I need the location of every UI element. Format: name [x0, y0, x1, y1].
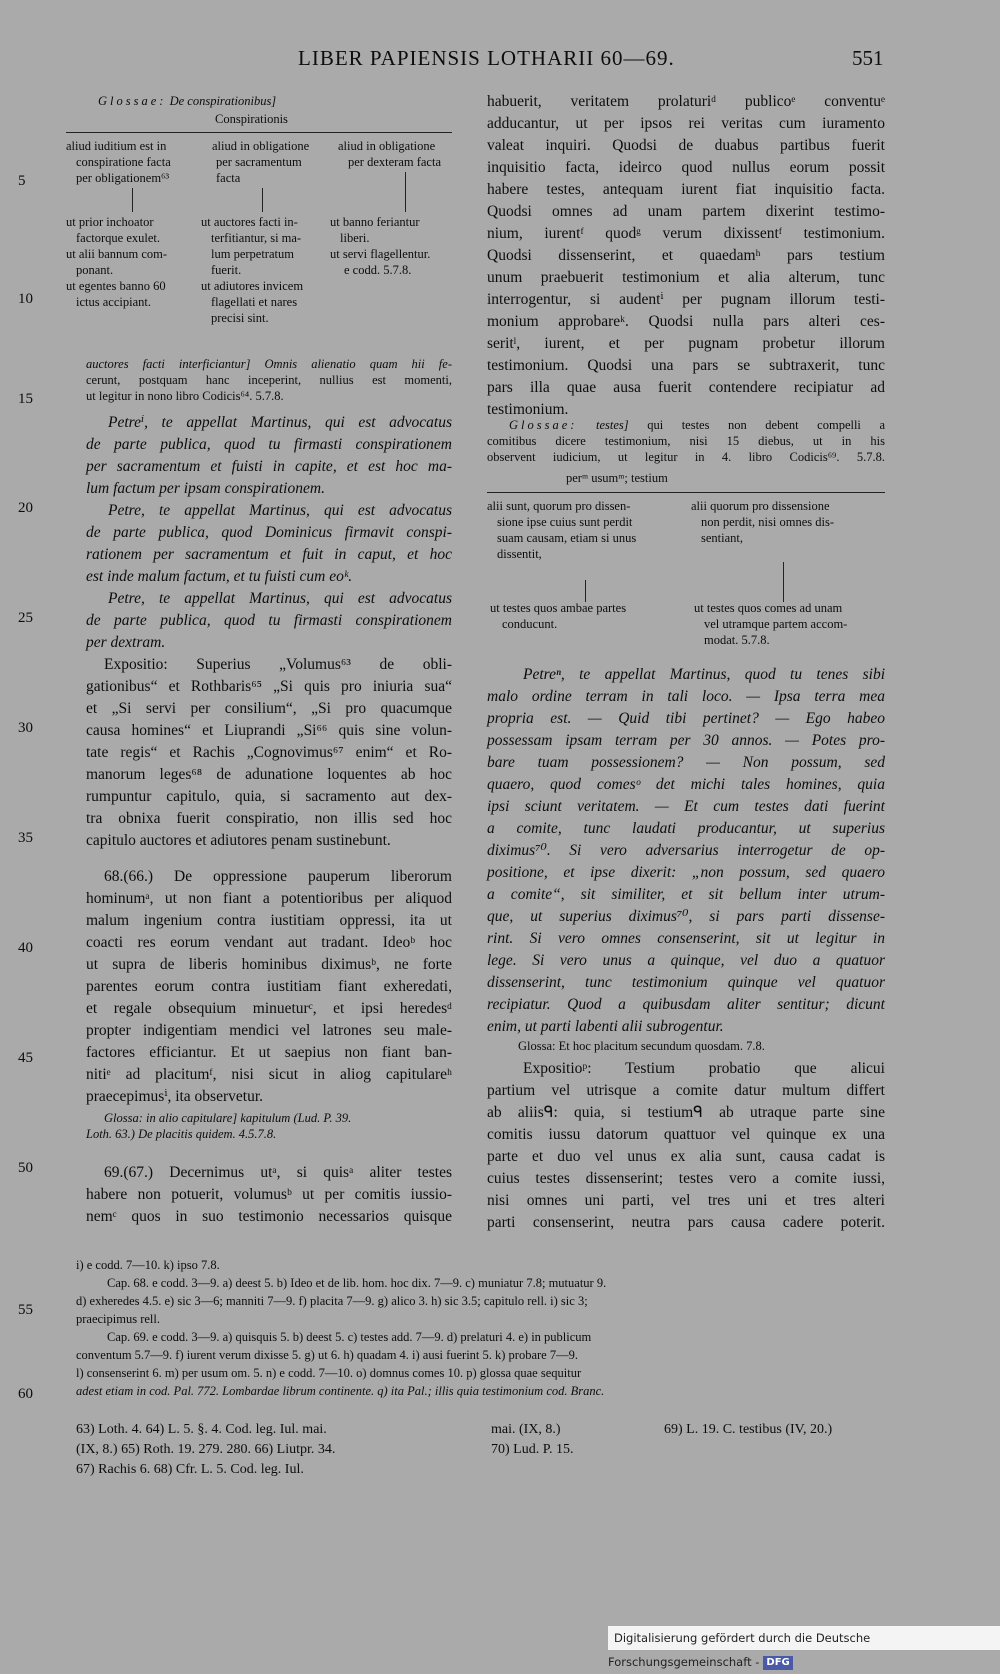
formula-paragraph: Petre, te appellat Martinus, qui est advocatus de parte publica, quod Dominicus firmavit conspi- rationem per sacramentum et fuit in caput, et hoc est inde malum factum, et tu fuisti cum eoᵏ. — [86, 502, 452, 585]
bracket-line — [132, 188, 133, 212]
line-number: 45 — [18, 1050, 33, 1066]
page-number: 551 — [852, 46, 884, 70]
endnotes-column: 63) Loth. 4. 64) L. 5. §. 4. Cod. leg. Iul. mai. (IX, 8.) 65) Roth. 19. 279. 280. 66) Liutpr. 34. 67) Rachis 6. 68) Cfr. L. 5. Cod. leg. Iul. — [76, 1422, 336, 1477]
table-cell: ut testes quos comes ad unam vel utramque partem accom- modat. 5.7.8. — [694, 601, 848, 647]
glossae-heading: Glossae: De conspirationibus] — [98, 94, 277, 108]
table-head: perᵐ usumᵐ; testium — [566, 471, 668, 485]
line-number: 25 — [18, 610, 33, 626]
footnote-line: praecipimus rell. — [76, 1312, 160, 1326]
footnote-line: Cap. 69. e codd. 3—9. a) quisquis 5. b) deest 5. c) testes add. 7—9. d) prelaturi 4. e) in publicum — [107, 1330, 592, 1344]
bracket-line — [405, 172, 406, 212]
line-number: 55 — [18, 1302, 33, 1318]
table-cell: aliud in obligatione per sacramentum facta — [212, 139, 310, 185]
bracket-line — [262, 188, 263, 212]
brace-line — [66, 132, 452, 133]
table-cell: alii quorum pro dissensione non perdit, nisi omnes dis- sentiant, — [691, 499, 834, 545]
digitization-banner: Digitalisierung gefördert durch die Deutsche Forschungsgemeinschaft - DFG — [608, 1626, 1000, 1650]
line-number: 60 — [18, 1386, 33, 1402]
expositio-paragraph: Expositio: Superius „Volumus⁶³ de obli- gationibus“ et Rothbaris⁶⁵ „Si quis pro iniuria sua“ et „Si servi per consilium“, „Si pro quacumque causa homines“ et Liuprandi „Si⁶⁶ quis sine volun- tate regis“ et Rachis „Cognovimus⁶⁷ enim“ et Ro- manorum leges⁶⁸ de adunatione loquentes ab hoc rumpuntur capitulo, quia, si sacramento aut dex- tra obnixa fuerit conspiratio, non illis sed hoc capitulo auctores et adiutores penam sustinebunt. — [86, 656, 452, 849]
line-number: 50 — [18, 1160, 33, 1176]
line-number: 10 — [18, 291, 33, 307]
chapter-68-paragraph: 68.(66.) De oppressione pauperum liberorum hominumᵃ, ut non fiant a potentioribus per aliquod malum ingenium contra iustitiam oppressi, ita ut coacti res eorum vendant aut tradant. Ideoᵇ hoc ut supra de liberis hominibus diximusᵇ, ne forte parentes eorum contra iustitiam fiant exheredati, et regale obsequium minueturᶜ, et ipsi heredesᵈ propter indigentiam mendici vel latrones seu male- factores efficiantur. Et ut saepius non fiant ban- nitiᵉ ad placitumᶠ, nisi sicut in aliog capitulareʰ praecepimusⁱ, ita observetur. — [86, 868, 452, 1105]
line-number: 5 — [18, 173, 26, 189]
footnote-line: l) consenserint 6. m) per usum om. 5. n) e codd. 7—10. o) domnus comes 10. p) glossa quae sequitur — [76, 1366, 582, 1380]
table-cell: ut auctores facti in- terfitiantur, si ma- lum perpetratum fuerit. ut adiutores invicem flagellati et nares precisi sint. — [201, 215, 304, 325]
formula-paragraph: Petre, te appellat Martinus, qui est advocatus de parte publica, quod tu firmasti conspirationem per dextram. — [86, 590, 452, 651]
footnote-line: i) e codd. 7—10. k) ipso 7.8. — [76, 1258, 220, 1272]
bracket-line — [585, 580, 586, 602]
table-cell: alii sunt, quorum pro dissen- sione ipse cuius sunt perdit suam causam, etiam si unus dissentit, — [487, 499, 637, 561]
running-header: LIBER PAPIENSIS LOTHARII 60—69. — [298, 46, 675, 70]
glossa-note: Glossa: in alio capitulare] kapitulum (Lud. P. 39. Loth. 63.) De placitis quidem. 4.5.7.8. — [86, 1111, 352, 1141]
table-cell: aliud iuditium est in conspiratione facta per obligationem⁶³ — [66, 139, 171, 185]
formula-paragraph: Petreⁱ, te appellat Martinus, qui est advocatus de parte publica, quod tu firmasti conspirationem per sacramentum et fuisti in capite, et est hoc ma- lum factum per ipsam conspirationem. — [86, 414, 452, 497]
glossae-note: Glossae: testes] qui testes non debent compelli a comitibus dicere testimonium, nisi 15 diebus, ut in his observent iudicium, ut legitur in 4. libro Codicis⁶⁹. 5.7.8. — [487, 418, 885, 464]
table-cell: ut prior inchoator factorque exulet. ut alii bannum com- ponant. ut egentes banno 60 ictus accipiant. — [66, 215, 168, 309]
expositio-paragraph: Expositioᵖ: Testium probatio que alicui partium vel utrisque a comite datur multum differt ab aliisᑫ: quia, si testiumᑫ ab utraque parte sine comitis iussu datorum quattuor vel quinque ex una parte et duo vel unus ex alia sunt, causa cadat is cuius testes dissenserint; testes vero a comite iussi, nisi omnes uni parti, vel tres uni et tres alteri parti consenserint, neutra pars causa cadere poterit. — [487, 1060, 885, 1231]
glossa-note: Glossa: Et hoc placitum secundum quosdam. 7.8. — [518, 1039, 765, 1053]
line-number: 35 — [18, 830, 33, 846]
line-number: 40 — [18, 940, 33, 956]
chapter-69-continued: habuerit, veritatem prolaturiᵈ publicoᵉ conventuᵉ adducantur, ut per ipsos rei veritas cum iuramento valeat inquiri. Quodsi de duabus partibus fuerit inquisitio facta, ideirco quod nullus eorum possit habere testes, antequam iurent fiat inquisitio facta. Quodsi omnes ad unam partem dixerint testimo- nium, iurentᶠ quodᵍ verum dixissentᶠ testimonium. Quodsi dissenserint, et quaedamʰ pars testium unum praebuerit testimonium et alia alterum, tunc interrogentur, si audentⁱ per pugnam illorum testi- monium approbareᵏ. Quodsi nulla pars alteri ces- seritˡ, iurent, et per pugnam probetur illorum testimonium. Quodsi una pars se subtraxerit, tunc pars illa quae ausa fuerit contendere recipiatur ad testimonium. — [487, 93, 885, 418]
table-cell: ut banno feriantur liberi. ut servi flagellentur. e codd. 5.7.8. — [330, 215, 431, 277]
formula-dialogue: Petreⁿ, te appellat Martinus, quod tu tenes sibi malo ordine terram in tali loco. — Ipsa terra mea propria est. — Quid tibi pertinet? — Ego habeo possessam ipsam terram per 30 annos. — Potes pro- bare tuam possessionem? — Non possum, sed quaero, quod comesᵒ det michi tales homines, quia ipsi sciunt veritatem. — Et cum testes dati fuerint a comite, tunc laudati producantur, ut superius diximus⁷⁰. Si vero adversarius interrogetur de op- positione, et ipse dixerit: „non possum, sed quaero a comite“, sit similiter, et sit bellum inter utrum- que, ut superius diximus⁷⁰, si pars parti dissense- rint. Si vero omnes consenserint, sit ut legitur in lege. Si vero unus a quinque, vel duo a quatuor dissenserint, tunc testimonium quinque vel quatuor recipiatur. Quod a quibusdam aliter sentitur; dicunt enim, ut parti labenti alii subrogentur. — [487, 666, 885, 1035]
brace-line — [487, 492, 885, 493]
table-head: Conspirationis — [215, 112, 288, 126]
footnote-line: conventum 5.7—9. f) iurent verum dixisse 5. g) ut 6. h) quadam 4. i) ausi fuerint 5. k) probare 7—9. — [76, 1348, 578, 1362]
line-number: 20 — [18, 500, 33, 516]
chapter-69-paragraph: 69.(67.) Decernimus utᵃ, si quisᵃ aliter testes habere non potuerit, volumusᵇ ut per comitis iussio- nemᶜ quos in suo testimonio necessarios quisque — [86, 1164, 452, 1225]
bracket-line — [783, 562, 784, 602]
footnote-line: adest etiam in cod. Pal. 772. Lombardae librum continente. q) ita Pal.; illis quia testimonium cod. Branc. — [76, 1384, 605, 1398]
dfg-logo: DFG — [763, 1656, 792, 1670]
line-number: 30 — [18, 720, 33, 736]
glossa-note: auctores facti interficiantur] Omnis alienatio quam hii fe- cerunt, postquam hanc inceperint, nullius est momenti, ut legitur in nono libro Codicis⁶⁴. 5.7.8. — [86, 357, 452, 403]
footnote-line: Cap. 68. e codd. 3—9. a) deest 5. b) Ideo et de lib. hom. hoc dix. 7—9. c) muniatur 7.8; mutuatur 9. — [107, 1276, 607, 1290]
table-cell: ut testes quos ambae partes conducunt. — [490, 601, 627, 631]
footnote-line: d) exheredes 4.5. e) sic 3—6; manniti 7—9. f) placita 7—9. g) alico 3. h) sic 3.5; capitulo rell. i) sic 3; — [76, 1294, 588, 1308]
endnotes-column: 69) L. 19. C. testibus (IV, 20.) — [664, 1422, 833, 1437]
table-cell: aliud in obligatione per dexteram facta — [338, 139, 441, 169]
endnotes-column: mai. (IX, 8.) 70) Lud. P. 15. — [491, 1422, 574, 1457]
line-number: 15 — [18, 391, 33, 407]
